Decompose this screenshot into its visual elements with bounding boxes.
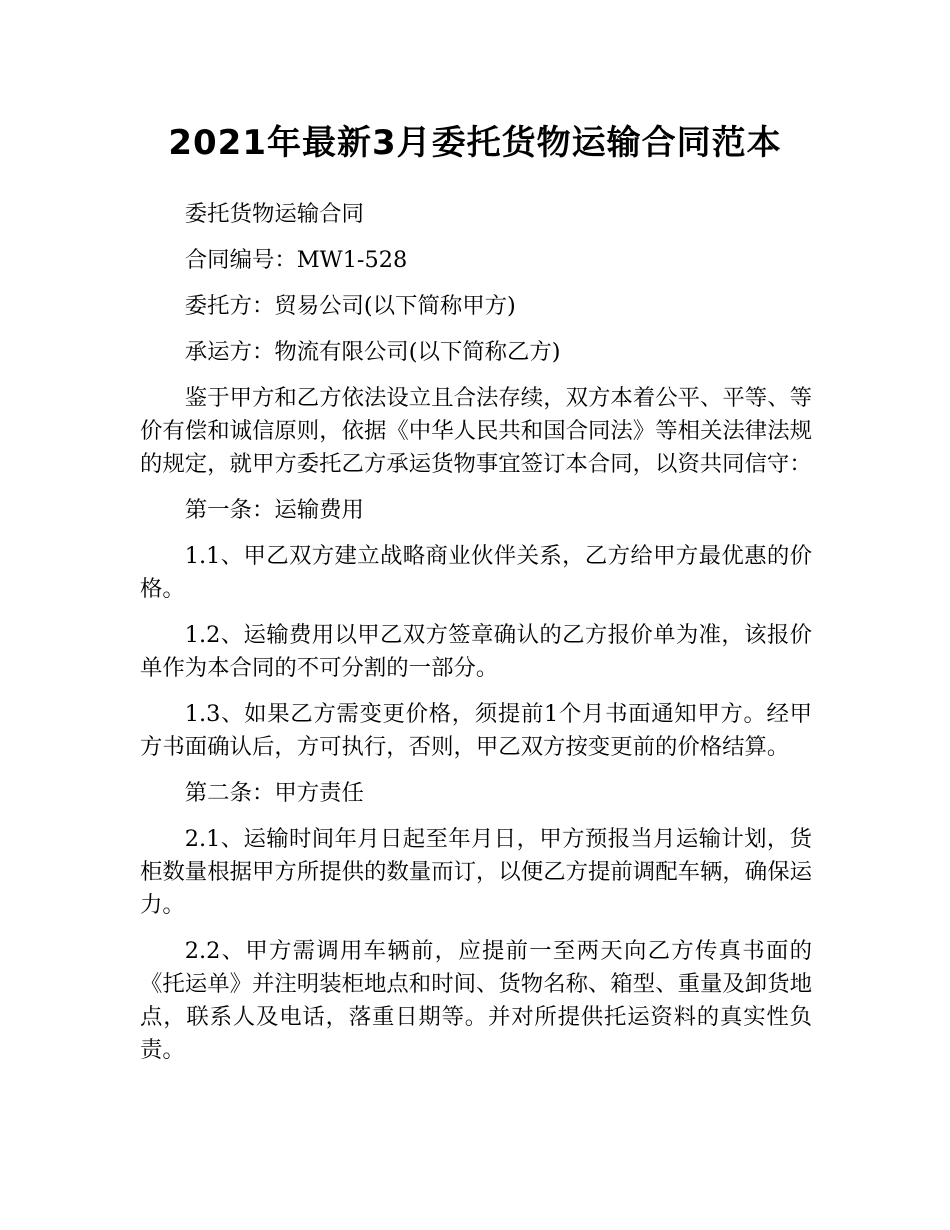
article-1-heading: 第一条：运输费用 <box>184 497 364 523</box>
article-2-heading: 第二条：甲方责任 <box>184 780 364 806</box>
document-body <box>140 198 812 1080</box>
party-a-line: 委托方：贸易公司(以下简称甲方) <box>184 293 516 319</box>
party-b-line: 承运方：物流有限公司(以下简称乙方) <box>184 339 561 365</box>
contract-number: 合同编号：MW1-528 <box>184 247 408 273</box>
clause-1-2: 1.2、运输费用以甲乙双方签章确认的乙方报价单为准，该报价单作为本合同的不可分割的一部分。 <box>140 622 812 681</box>
contract-heading: 委托货物运输合同 <box>184 201 364 227</box>
clause-1-1: 1.1、甲乙双方建立战略商业伙伴关系，乙方给甲方最优惠的价格。 <box>140 543 812 602</box>
clause-2-1: 2.1、运输时间年月日起至年月日，甲方预报当月运输计划，货柜数量根据甲方所提供的数量而订，以便乙方提前调配车辆，确保运力。 <box>140 826 812 918</box>
preamble-paragraph: 鉴于甲方和乙方依法设立且合法存续，双方本着公平、平等、等价有偿和诚信原则，依据《中华人民共和国合同法》等相关法律法规的规定，就甲方委托乙方承运货物事宜签订本合同，以资共同信守： <box>140 385 812 477</box>
document-title: 2021年最新3月委托货物运输合同范本 <box>168 123 782 163</box>
clause-1-3: 1.3、如果乙方需变更价格，须提前1个月书面通知甲方。经甲方书面确认后，方可执行，否则，甲乙双方按变更前的价格结算。 <box>140 701 812 760</box>
clause-2-2: 2.2、甲方需调用车辆前，应提前一至两天向乙方传真书面的《托运单》并注明装柜地点和时间、货物名称、箱型、重量及卸货地点，联系人及电话，落重日期等。并对所提供托运资料的真实性负责。 <box>140 938 812 1063</box>
